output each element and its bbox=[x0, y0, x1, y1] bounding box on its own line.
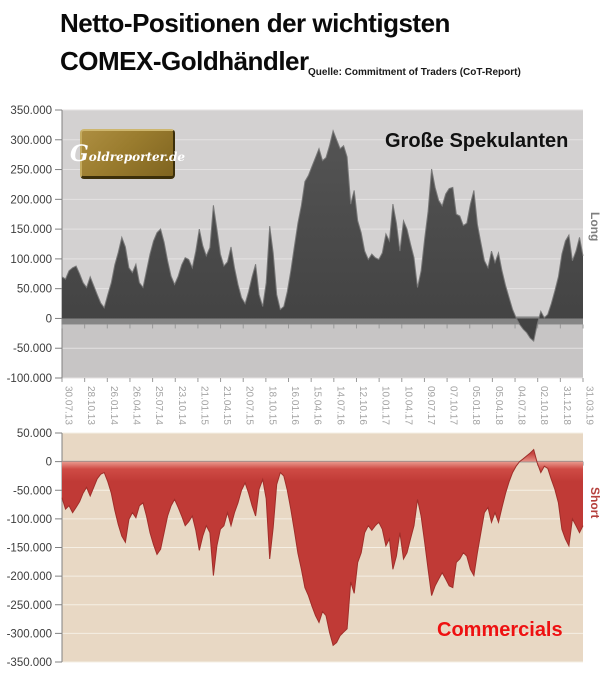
x-tick-label: 20.07.15 bbox=[243, 386, 255, 425]
short-axis-label: Short bbox=[588, 487, 602, 519]
x-tick-label: 16.01.16 bbox=[289, 386, 301, 425]
y-tick-label: -300.000 bbox=[6, 628, 52, 641]
x-tick-label: 05.01.18 bbox=[470, 386, 482, 425]
x-tick-label: 07.10.17 bbox=[447, 386, 459, 425]
source-note: Quelle: Commitment of Traders (CoT-Report) bbox=[308, 67, 521, 78]
x-tick-label: 21.04.15 bbox=[221, 386, 233, 425]
x-tick-label: 26.01.14 bbox=[107, 386, 119, 425]
y-tick-label: 250.000 bbox=[10, 164, 52, 177]
y-tick-label: -100.000 bbox=[6, 513, 52, 526]
y-tick-label: 200.000 bbox=[10, 194, 52, 207]
y-tick-label: -50.000 bbox=[12, 343, 52, 356]
x-tick-label: 30.07.13 bbox=[62, 386, 74, 425]
plot-background-below-zero bbox=[62, 324, 583, 378]
x-tick-label: 26.04.14 bbox=[130, 386, 142, 425]
x-tick-label: 10.01.17 bbox=[379, 386, 391, 425]
commercials-series-label: Commercials bbox=[437, 619, 563, 641]
x-tick-label: 25.07.14 bbox=[153, 386, 165, 425]
x-tick-label: 28.10.13 bbox=[85, 386, 97, 425]
y-tick-label: 0 bbox=[45, 456, 52, 469]
y-tick-label: -350.000 bbox=[6, 657, 52, 669]
x-tick-label: 05.04.18 bbox=[492, 386, 504, 425]
y-tick-label: -250.000 bbox=[6, 599, 52, 612]
y-tick-label: 350.000 bbox=[10, 105, 52, 117]
y-tick-label: -150.000 bbox=[6, 542, 52, 555]
x-tick-label: 10.04.17 bbox=[402, 386, 414, 425]
y-tick-label: -200.000 bbox=[6, 571, 52, 584]
x-tick-label: 23.10.14 bbox=[175, 386, 187, 425]
y-tick-label: -50.000 bbox=[12, 485, 52, 498]
x-tick-label: 09.07.17 bbox=[424, 386, 436, 425]
long-axis-label: Long bbox=[588, 212, 602, 242]
speculators-series-label: Große Spekulanten bbox=[385, 130, 569, 152]
y-tick-label: 50.000 bbox=[16, 428, 52, 440]
goldreporter-logo-text: Goldreporter.de bbox=[69, 140, 186, 167]
x-tick-label: 31.03.19 bbox=[583, 386, 595, 425]
page-title-line2: COMEX-Goldhändler bbox=[60, 46, 309, 76]
y-tick-label: 0 bbox=[45, 313, 52, 326]
x-tick-label: 14.07.16 bbox=[334, 386, 346, 425]
page-title-line1: Netto-Positionen der wichtigsten bbox=[60, 8, 450, 38]
x-tick-label: 04.07.18 bbox=[515, 386, 527, 425]
x-tick-label: 21.01.15 bbox=[198, 386, 210, 425]
x-tick-label: 15.04.16 bbox=[311, 386, 323, 425]
y-tick-label: 50.000 bbox=[16, 283, 52, 296]
y-tick-label: 300.000 bbox=[10, 134, 52, 147]
y-tick-label: 100.000 bbox=[10, 253, 52, 266]
x-tick-label: 12.10.16 bbox=[356, 386, 368, 425]
goldreporter-logo bbox=[69, 129, 186, 179]
y-tick-label: -100.000 bbox=[6, 373, 52, 385]
y-tick-label: 150.000 bbox=[10, 224, 52, 237]
x-tick-label: 18.10.15 bbox=[266, 386, 278, 425]
x-tick-label: 02.10.18 bbox=[538, 386, 550, 425]
x-tick-label: 31.12.18 bbox=[560, 386, 572, 425]
